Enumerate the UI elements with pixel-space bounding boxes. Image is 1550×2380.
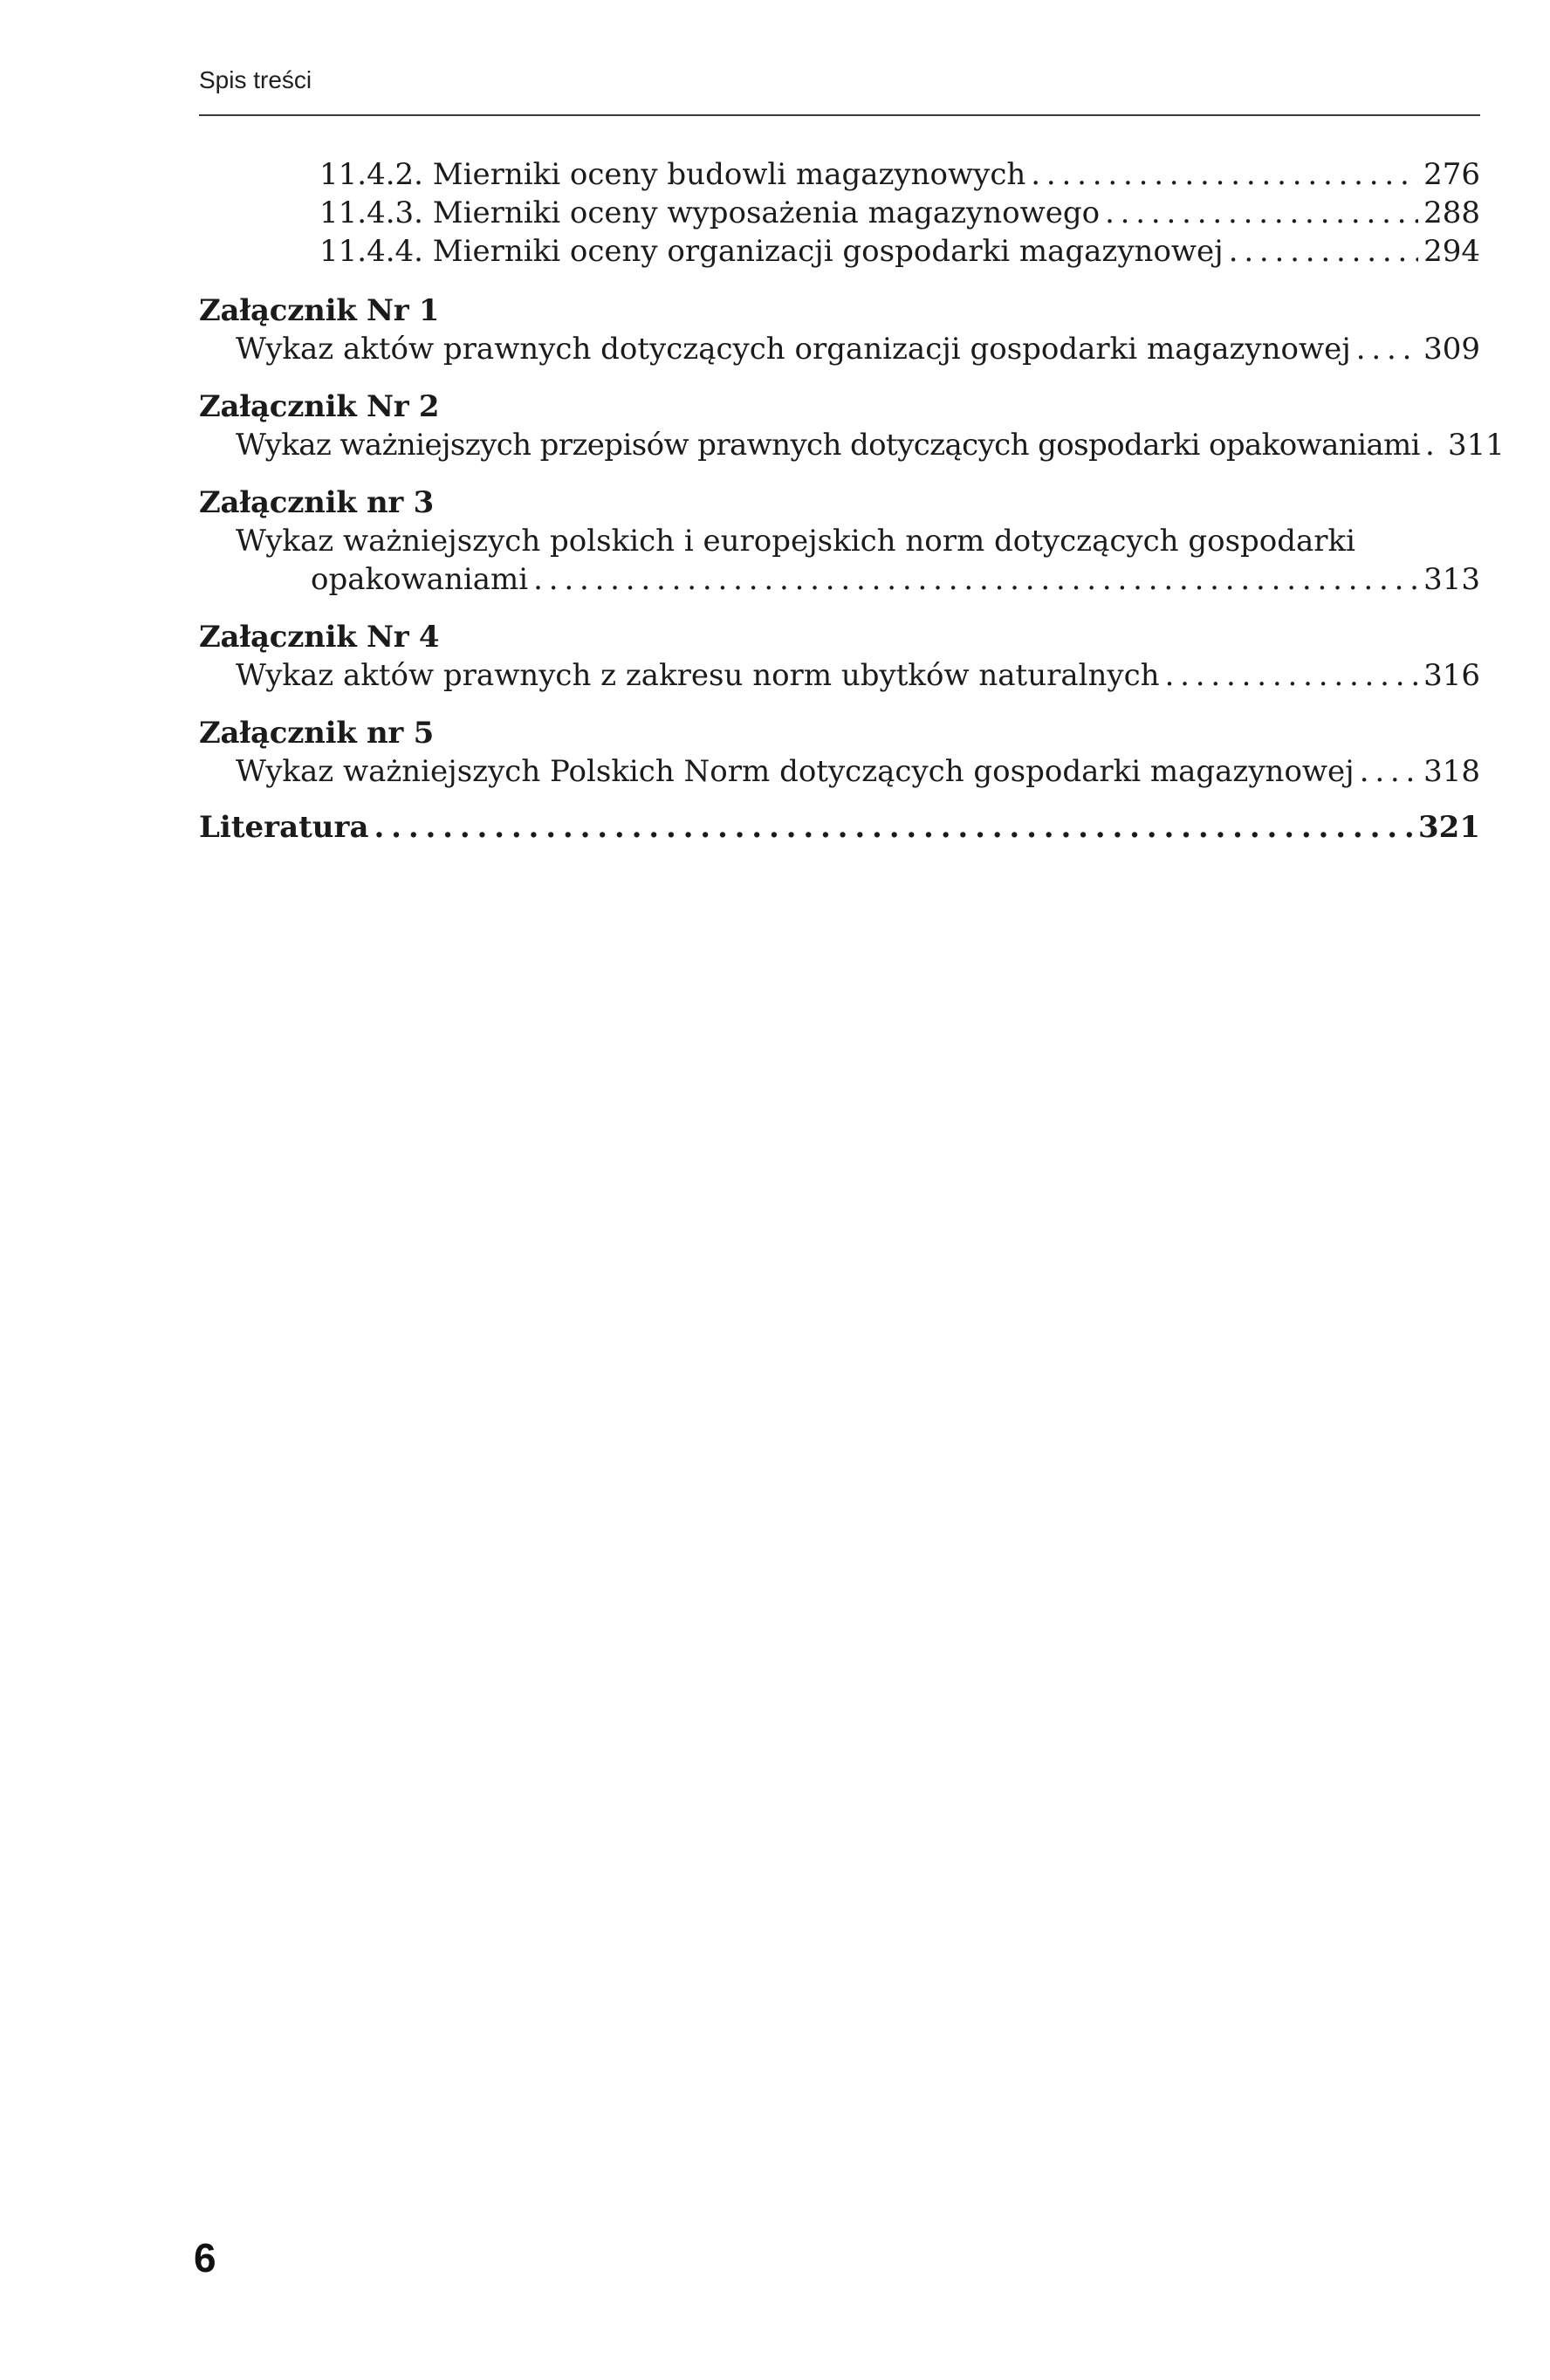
toc-entry-page: 321	[1418, 810, 1480, 845]
dot-leader	[1356, 330, 1418, 368]
table-of-contents	[199, 155, 1505, 847]
toc-entry-label: 11.4.4. Mierniki oceny organizacji gospodarki magazynowej	[319, 234, 1224, 269]
header-rule	[199, 114, 1480, 116]
dot-leader	[1165, 656, 1419, 695]
toc-entry-appendix-3[interactable]	[199, 560, 1480, 599]
toc-entry-appendix-3-line1[interactable]: Wykaz ważniejszych polskich i europejskich norm dotyczących gospodarki	[236, 524, 1356, 559]
dot-leader	[1360, 752, 1418, 791]
toc-entry-page: 276	[1423, 157, 1480, 192]
toc-entry-label: Wykaz aktów prawnych z zakresu norm ubytków naturalnych	[236, 658, 1160, 693]
toc-entry-page: 316	[1423, 658, 1480, 693]
running-head: Spis treści	[199, 66, 312, 93]
toc-entry-label: opakowaniami	[311, 562, 529, 597]
appendix-5-heading: Załącznik nr 5	[199, 716, 434, 751]
dot-leader	[533, 560, 1418, 599]
appendix-4-heading: Załącznik Nr 4	[199, 620, 440, 655]
toc-entry-label: 11.4.3. Mierniki oceny wyposażenia magazynowego	[319, 195, 1101, 230]
toc-entry-appendix-1[interactable]	[199, 330, 1480, 368]
toc-entry-page: 309	[1423, 332, 1480, 367]
toc-entry-11-4-3[interactable]	[199, 194, 1480, 232]
toc-entry-appendix-5[interactable]	[199, 752, 1480, 791]
toc-entry-page: 288	[1423, 195, 1480, 230]
toc-entry-page: 294	[1423, 234, 1480, 269]
appendix-1-heading: Załącznik Nr 1	[199, 293, 440, 328]
toc-entry-label: Wykaz ważniejszych Polskich Norm dotyczących gospodarki magazynowej	[236, 754, 1355, 789]
dot-leader	[374, 808, 1413, 847]
toc-entry-page: 318	[1423, 754, 1480, 789]
toc-entry-11-4-4[interactable]	[199, 232, 1480, 271]
toc-entry-label: Wykaz aktów prawnych dotyczących organizacji gospodarki magazynowej	[236, 332, 1351, 367]
toc-entry-11-4-2[interactable]	[199, 155, 1480, 194]
toc-entry-page: 311	[1447, 428, 1505, 463]
toc-entry-label: 11.4.2. Mierniki oceny budowli magazynowych	[319, 157, 1026, 192]
toc-entry-label: Wykaz ważniejszych przepisów prawnych dotyczących gospodarki opakowaniami	[236, 428, 1420, 463]
toc-entry-page: 313	[1423, 562, 1480, 597]
toc-entry-appendix-4[interactable]	[199, 656, 1480, 695]
toc-entry-label: Literatura	[199, 810, 369, 845]
appendix-3-heading: Załącznik nr 3	[199, 485, 434, 520]
toc-entry-appendix-2[interactable]	[199, 426, 1505, 464]
toc-entry-literature[interactable]	[199, 808, 1480, 847]
dot-leader	[1105, 194, 1418, 232]
dot-leader	[1425, 426, 1443, 464]
dot-leader	[1229, 232, 1418, 271]
appendix-2-heading: Załącznik Nr 2	[199, 389, 440, 424]
page-number: 6	[194, 2235, 216, 2281]
dot-leader	[1031, 155, 1418, 194]
